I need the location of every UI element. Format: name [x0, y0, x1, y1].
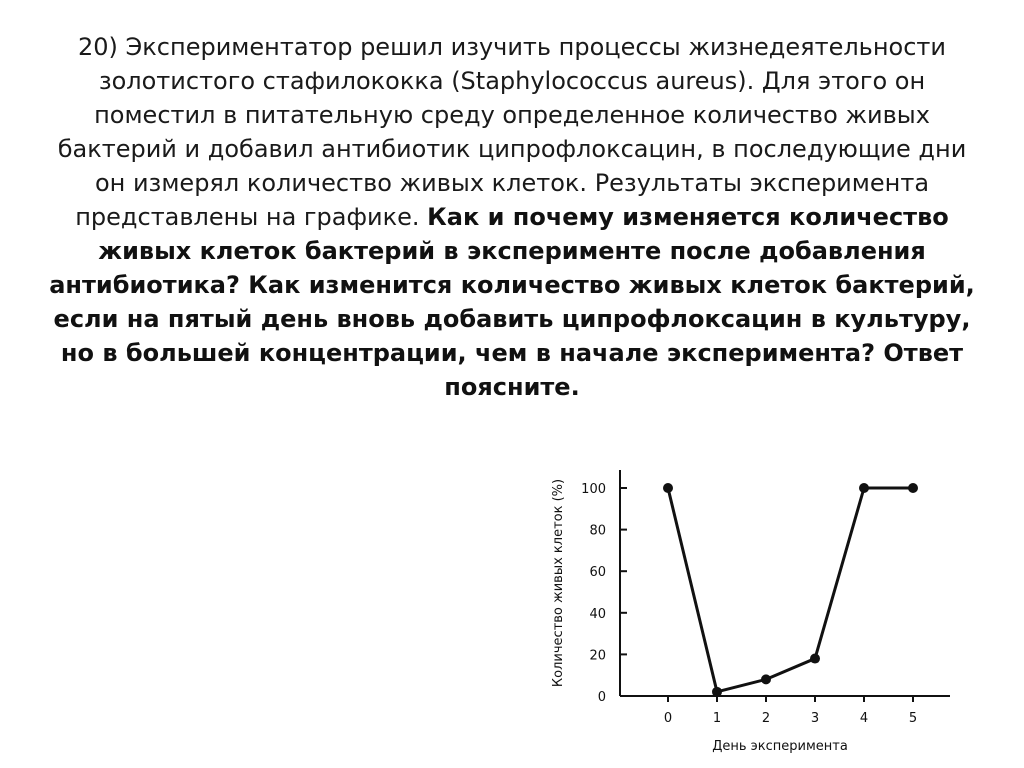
question-text	[40, 30, 984, 404]
question-bold-text: Как и почему изменяется количество живых клеток бактерий в эксперименте после добавления антибиотика? Как изменится количество живых клеток бактерий, если на пятый день вновь добавить ципрофлоксацин в культуру, но в большей концентрации, чем в начале эксперимента? Ответ поясните.	[49, 203, 975, 401]
x-tick-label: 5	[908, 711, 918, 726]
data-point	[908, 483, 918, 493]
y-tick-label: 100	[581, 482, 606, 497]
question-plain-text: 20) Экспериментатор решил изучить процессы жизнедеятельности золотистого стафилококка (Staphylococcus aureus). Для этого он поместил в питательную среду определенное количество живых бактерий и добавил антибиотик ципрофлоксацин, в последующие дни он измерял количество живых клеток. Результаты эксперимента представлены на графике.	[57, 33, 967, 231]
data-point	[712, 687, 722, 697]
y-tick-label: 80	[589, 523, 606, 539]
series-line	[668, 488, 913, 692]
data-point	[810, 654, 820, 664]
data-point	[663, 483, 673, 493]
data-point	[761, 674, 771, 684]
x-axis-title: День эксперимента	[712, 739, 848, 754]
y-tick-label: 60	[589, 565, 606, 581]
y-tick-label: 20	[589, 648, 606, 664]
chart-svg	[520, 458, 980, 768]
y-axis-title: Количество живых клеток (%)	[551, 478, 566, 688]
data-points	[663, 483, 918, 697]
y-tick-label: 40	[589, 606, 606, 622]
y-tick-label: 0	[597, 690, 606, 705]
x-tick-label: 0	[663, 711, 673, 726]
x-tick-label: 2	[761, 711, 771, 726]
x-tick-label: 4	[859, 711, 869, 726]
x-tick-label: 3	[810, 711, 820, 726]
x-tick-label: 1	[712, 711, 722, 726]
line-chart	[520, 458, 980, 768]
x-ticks	[664, 696, 917, 726]
data-point	[859, 483, 869, 493]
